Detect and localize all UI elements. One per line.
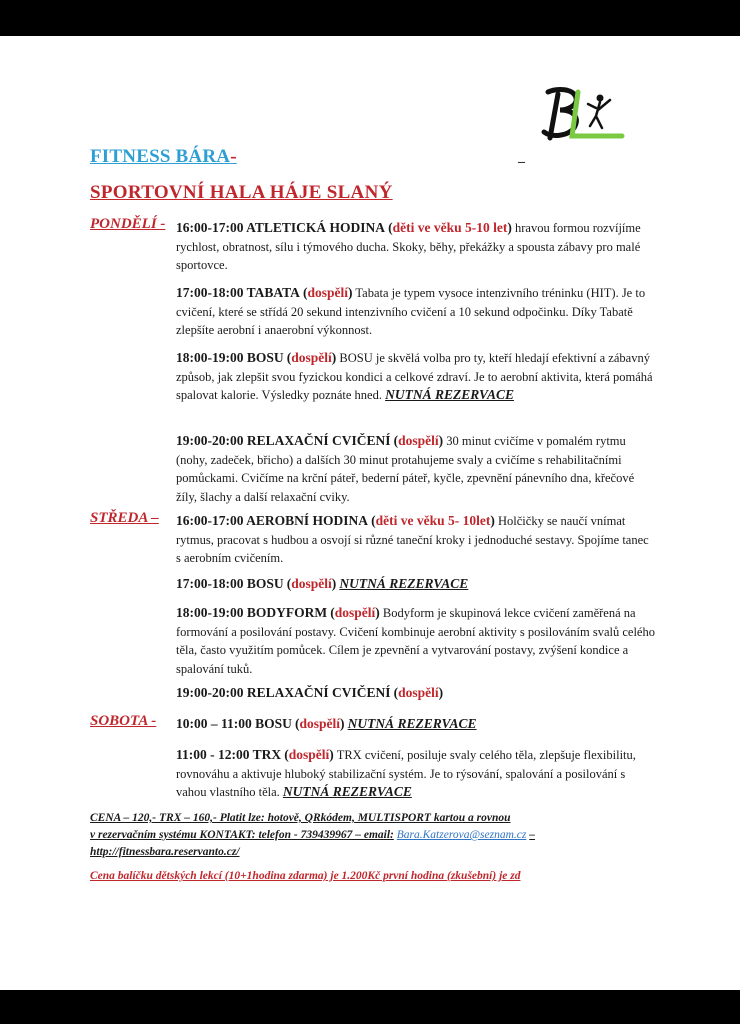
bottom-bar xyxy=(0,990,740,1024)
package-note-text: Cena balíčku dětských lekcí (10+1hodina zdarma) je 1.200Kč první hodina (zkušební) je zd xyxy=(90,870,521,882)
entry-time: 11:00 - 12:00 TRX xyxy=(176,747,282,762)
entry-time: 18:00-19:00 BOSU xyxy=(176,350,284,365)
entry-description: hravou formou rozvíjíme rychlost, obratnost, sílu i týmového ducha. Skoky, běhy, překážky a spousta zábavy pro malé sportovce. xyxy=(176,221,641,272)
entry-description: Tabata je typem vysoce intenzivního tréninku (HIT). Je to cvičení, které se střídá 20 sekund intenzivního cvičení a 10 sekund odpočinku. Díky Tabatě zlepšíte aerobní i anaerobní výkonnost. xyxy=(176,286,646,337)
reservation-note: NUTNÁ REZERVACE xyxy=(282,784,412,799)
entry-description: TRX cvičení, posiluje svaly celého těla, zlepšuje flexibilitu, rovnováhu a aktivuje hluboký stabilizační systém. Je to rýsování, spalování a posilování s vahou vlastního těla. xyxy=(176,748,636,799)
entry-time: 18:00-19:00 BODYFORM xyxy=(176,605,328,620)
contact-line: v rezervačním systému KONTAKT: telefon - 739439967 – email: xyxy=(90,829,394,841)
entry-audience: dospělí xyxy=(307,285,349,300)
entry-description: BOSU je skvělá volba pro ty, kteří hledají efektivní a zábavný způsob, jak zlepšit svou fyzickou kondici a celkové zdraví. Je to aerobní aktivita, která pomáhá spalovat kalorie. Výsledky poznáte hned. xyxy=(176,351,653,402)
entry-audience: dospělí xyxy=(288,747,330,762)
package-note xyxy=(90,868,650,885)
entry-audience: dospělí xyxy=(291,350,332,365)
entry-time: 17:00-18:00 BOSU xyxy=(176,576,284,591)
schedule-entry: 16:00-17:00 AEROBNÍ HODINA (děti ve věku 5- 10let) Holčičky se naučí vnímat rytmus, pracovat s hudbou a osvojí si různé taneční kroky i jednoduché sestavy. Spojíme tanec s aerobním cvičením. xyxy=(176,513,649,565)
entry-description: Holčičky se naučí vnímat rytmus, pracovat s hudbou a osvojí si různé taneční kroky i jednoduché sestavy. Spojíme tanec s aerobním cvičením. xyxy=(176,514,649,565)
schedule-entry: 19:00-20:00 RELAXAČNÍ CVIČENÍ (dospělí) xyxy=(176,685,444,700)
entry-description: Bodyform je skupinová lekce cvičení zaměřená na formování a posilování postavy. Cvičení kombinuje aerobní aktivity s posilováním svalů celého těla, často využitím pomůcek. Cílem je zpevnění a vytvarování postavy, zvýšení kondice a spalování tuků. xyxy=(176,606,655,676)
entry-description: 30 minut cvičíme v pomalém rytmu (nohy, zadeček, břicho) a dalších 30 minut protahujeme svaly a cvičíme s rehabilitačními pomůckami. Cvičíme na krční páteř, bederní páteř, kyčle, zpevnění pánevního dna, křečové žíly, šlachy a další relaxační cviky. xyxy=(176,434,635,504)
reservation-note: NUTNÁ REZERVACE xyxy=(385,387,515,402)
day-label-monday: PONDĚLÍ - xyxy=(90,216,166,232)
top-bar xyxy=(0,0,740,36)
day-label-wednesday: STŘEDA – xyxy=(90,510,159,526)
title-dash: - xyxy=(230,146,237,167)
title-text: FITNESS BÁRA xyxy=(90,146,231,167)
reservation-note: NUTNÁ REZERVACE xyxy=(347,716,477,731)
entry-audience: dospělí xyxy=(334,605,376,620)
schedule-entry: 16:00-17:00 ATLETICKÁ HODINA (děti ve věku 5-10 let) hravou formou rozvíjíme rychlost, obratnost, sílu i týmového ducha. Skoky, běhy, překážky a spousta zábavy pro malé sportovce. xyxy=(176,220,641,272)
entry-time: 19:00-20:00 RELAXAČNÍ CVIČENÍ xyxy=(176,685,391,700)
schedule-entry: 18:00-19:00 BOSU (dospělí) BOSU je skvělá volba pro ty, kteří hledají efektivní a zábavný způsob, jak zlepšit svou fyzickou kondici a celkové zdraví. Je to aerobní aktivita, která pomáhá spalovat kalorie. Výsledky poznáte hned. NUTNÁ REZERVACE xyxy=(176,350,653,402)
email-link[interactable]: Bara.Katzerova@seznam.cz xyxy=(396,829,527,841)
page-title xyxy=(90,146,237,168)
entry-time: 17:00-18:00 TABATA xyxy=(176,285,300,300)
price-line: CENA – 120,- TRX – 160,- Platit lze: hotově, QRkódem, MULTISPORT kartou a rovnou xyxy=(90,812,511,824)
entry-audience: děti ve věku 5-10 let xyxy=(392,220,508,235)
schedule-entry: 10:00 – 11:00 BOSU (dospělí) NUTNÁ REZERVACE xyxy=(176,716,477,731)
reservation-note: NUTNÁ REZERVACE xyxy=(339,576,469,591)
entry-audience: děti ve věku 5- 10let xyxy=(375,513,491,528)
entry-audience: dospělí xyxy=(291,576,332,591)
schedule-entry: 11:00 - 12:00 TRX (dospělí) TRX cvičení, posiluje svaly celého těla, zlepšuje flexibilitu, rovnováhu a aktivuje hluboký stabilizační systém. Je to rýsování, spalování a posilování s vahou vlastního těla. NUTNÁ REZERVACE xyxy=(176,747,636,799)
entry-audience: dospělí xyxy=(398,433,439,448)
fitness-logo xyxy=(538,86,628,146)
title-marker: _ xyxy=(518,150,525,165)
website-link[interactable]: http://fitnessbara.reservanto.cz/ xyxy=(90,846,240,858)
entry-time: 16:00-17:00 AEROBNÍ HODINA xyxy=(176,513,369,528)
entry-time: 10:00 – 11:00 BOSU xyxy=(176,716,292,731)
entry-time: 19:00-20:00 RELAXAČNÍ CVIČENÍ xyxy=(176,433,391,448)
page-subtitle: SPORTOVNÍ HALA HÁJE SLANÝ xyxy=(90,182,393,203)
pricing-contact xyxy=(90,810,650,861)
entry-audience: dospělí xyxy=(398,685,439,700)
day-label-saturday: SOBOTA - xyxy=(90,713,157,729)
contact-suffix: – xyxy=(529,829,535,841)
entry-time: 16:00-17:00 ATLETICKÁ HODINA xyxy=(176,220,386,235)
schedule-entry: 19:00-20:00 RELAXAČNÍ CVIČENÍ (dospělí) 30 minut cvičíme v pomalém rytmu (nohy, zadeček, břicho) a dalších 30 minut protahujeme svaly a cvičíme s rehabilitačními pomůckami. Cvičíme na krční páteř, bederní páteř, kyčle, zpevnění pánevního dna, křečové žíly, šlachy a další relaxační cviky. xyxy=(176,433,635,504)
schedule-entry: 17:00-18:00 BOSU (dospělí) NUTNÁ REZERVACE xyxy=(176,576,469,591)
entry-audience: dospělí xyxy=(299,716,341,731)
schedule-entry: 17:00-18:00 TABATA (dospělí) Tabata je typem vysoce intenzivního tréninku (HIT). Je to cvičení, které se střídá 20 sekund intenzivního cvičení a 10 sekund odpočinku. Díky Tabatě zlepšíte aerobní i anaerobní výkonnost. xyxy=(176,285,646,337)
schedule-entry: 18:00-19:00 BODYFORM (dospělí) Bodyform je skupinová lekce cvičení zaměřená na formování a posilování postavy. Cvičení kombinuje aerobní aktivity s posilováním svalů celého těla, často využitím pomůcek. Cílem je zpevnění a vytvarování postavy, zvýšení kondice a spalování tuků. xyxy=(176,605,655,676)
